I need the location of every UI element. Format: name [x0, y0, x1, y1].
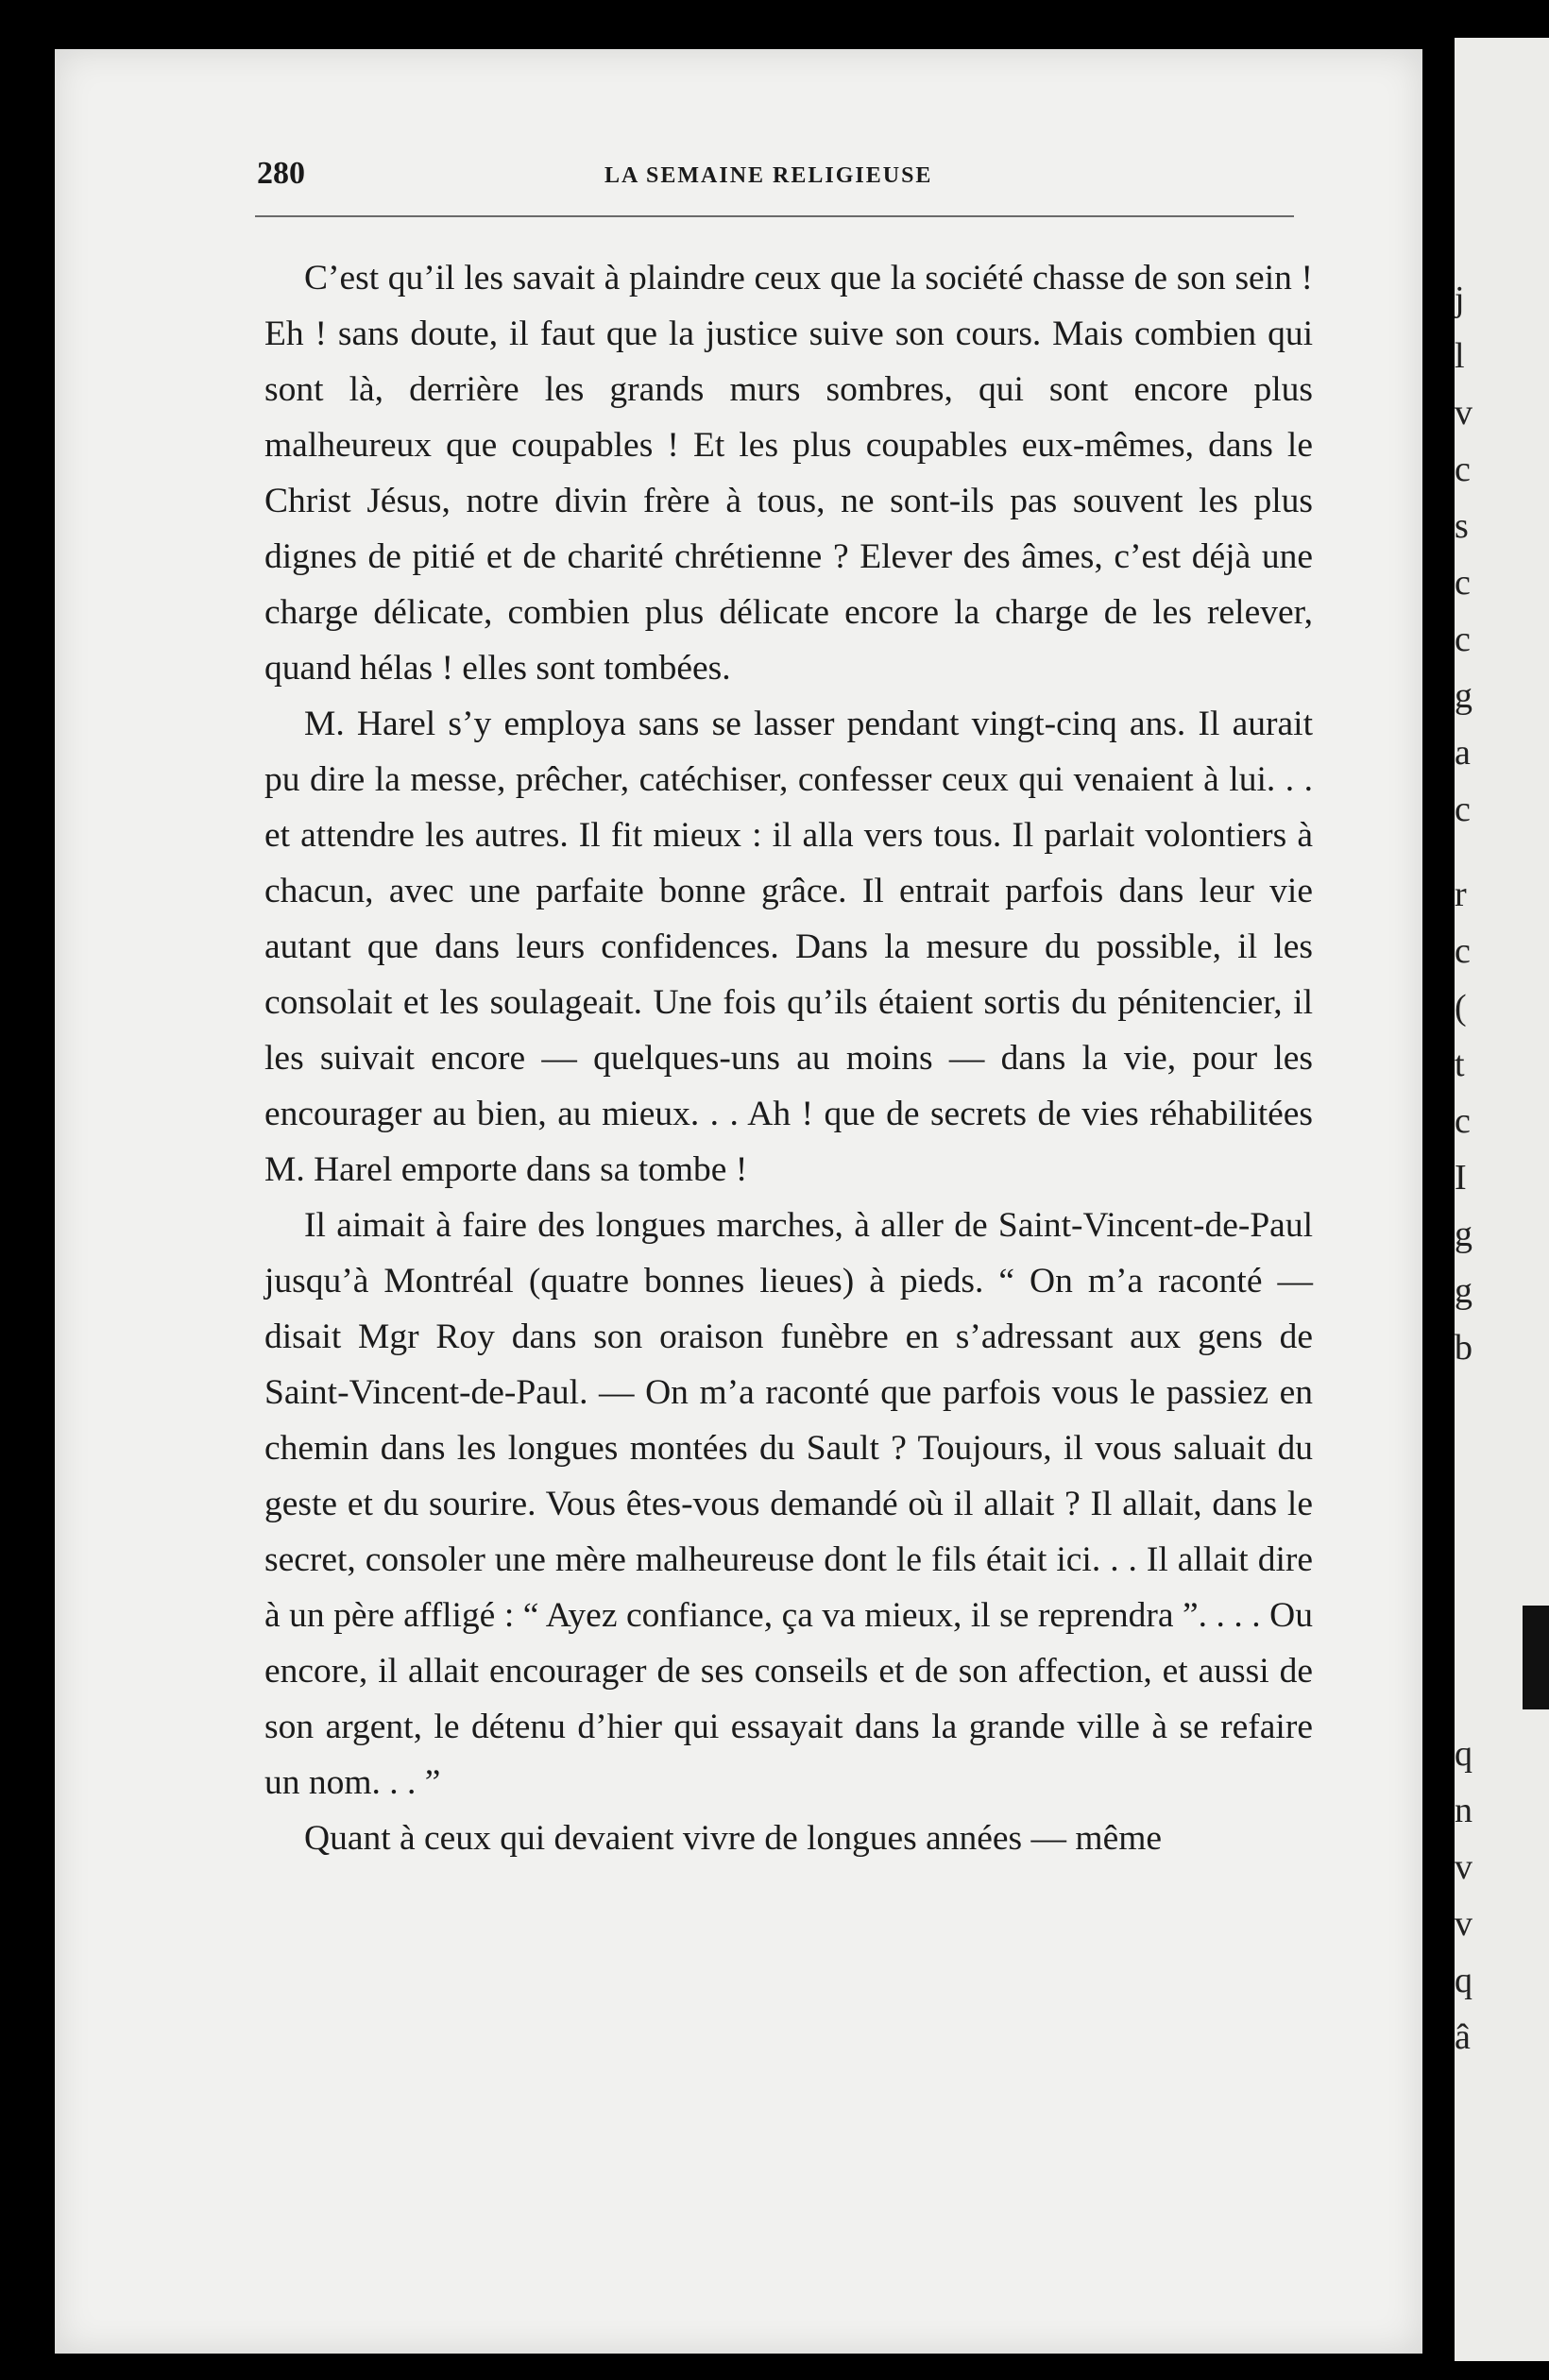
- page-number: 280: [257, 156, 305, 191]
- adjacent-page-fragment: t: [1455, 1045, 1465, 1084]
- adjacent-page-fragment: n: [1455, 1791, 1472, 1830]
- adjacent-page-fragment: q: [1455, 1734, 1472, 1774]
- adjacent-page-fragment: c: [1455, 931, 1471, 971]
- paragraph-2: M. Harel s’y employa sans se lasser pendant vingt-cinq ans. Il aurait pu dire la messe, prêcher, catéchiser, confesser ceux qui venaient à lui. . . et attendre les autres. Il fit mieux : il alla vers tous. Il parlait volontiers à chacun, avec une parfaite bonne grâce. Il entrait parfois dans leur vie autant que dans leurs confidences. Dans la mesure du possible, il les consolait et les soulageait. Une fois qu’ils étaient sortis du pénitencier, il les suivait encore — quelques-uns au moins — dans la vie, pour les encourager au bien, au mieux. . . Ah ! que de secrets de vies réhabilitées M. Harel emporte dans sa tombe !: [264, 705, 1313, 1189]
- adjacent-page-fragment: c: [1455, 620, 1471, 659]
- adjacent-page-fragment: q: [1455, 1961, 1472, 2000]
- adjacent-page-dark-mark: [1523, 1606, 1549, 1709]
- adjacent-page-fragment: v: [1455, 1904, 1472, 1944]
- adjacent-page-fragment: g: [1455, 1271, 1472, 1311]
- running-title: LA SEMAINE RELIGIEUSE: [604, 163, 933, 188]
- adjacent-page-fragment: r: [1455, 875, 1467, 914]
- adjacent-page-fragment: s: [1455, 506, 1469, 546]
- adjacent-page-edge: [1455, 38, 1549, 2361]
- adjacent-page-fragment: (: [1455, 988, 1467, 1028]
- adjacent-page-fragment: c: [1455, 450, 1471, 489]
- paragraph-4: Quant à ceux qui devaient vivre de longues années — même: [304, 1819, 1163, 1858]
- paragraph-1: C’est qu’il les savait à plaindre ceux que la société chasse de son sein ! Eh ! sans doute, il faut que la justice suive son cours. Mais combien qui sont là, derrière les grands murs sombres, qui sont encore plus malheureux que coupables ! Et les plus coupables eux-mêmes, dans le Christ Jésus, notre divin frère à tous, ne sont-ils pas souvent les plus dignes de pitié et de charité chrétienne ? Elever des âmes, c’est déjà une charge délicate, combien plus délicate encore la charge de les relever, quand hélas ! elles sont tombées.: [264, 259, 1313, 688]
- adjacent-page-fragment: l: [1455, 336, 1465, 376]
- adjacent-page-fragment: a: [1455, 733, 1471, 773]
- adjacent-page-fragment: c: [1455, 1101, 1471, 1141]
- adjacent-page-fragment: c: [1455, 790, 1471, 829]
- body-text: [264, 250, 1313, 1866]
- adjacent-page-fragment: v: [1455, 1847, 1472, 1887]
- adjacent-page-fragment: g: [1455, 676, 1472, 716]
- adjacent-page-fragment: g: [1455, 1215, 1472, 1254]
- adjacent-page-fragment: â: [1455, 2017, 1471, 2057]
- adjacent-page-fragment: b: [1455, 1328, 1472, 1368]
- adjacent-page-fragment: v: [1455, 393, 1472, 433]
- page-header: [227, 156, 1322, 203]
- adjacent-page-fragment: I: [1455, 1158, 1467, 1198]
- header-rule: [255, 215, 1294, 217]
- paragraph-3: Il aimait à faire des longues marches, à aller de Saint-Vincent-de-Paul jusqu’à Montréal (quatre bonnes lieues) à pieds. “ On m’a raconté — disait Mgr Roy dans son oraison funèbre en s’adressant aux gens de Saint-Vincent-de-Paul. — On m’a raconté que parfois vous le passiez en chemin dans les longues montées du Sault ? Toujours, il vous saluait du geste et du sourire. Vous êtes-vous demandé où il allait ? Il allait, dans le secret, consoler une mère malheureuse dont le fils était ici. . . Il allait dire à un père affligé : “ Ayez confiance, ça va mieux, il se reprendra ”. . . . Ou encore, il allait encourager de ses conseils et de son affection, et aussi de son argent, le détenu d’hier qui essayait dans la grande ville à se refaire un nom. . . ”: [264, 1206, 1313, 1802]
- adjacent-page-fragment: c: [1455, 563, 1471, 603]
- adjacent-page-fragment: j: [1455, 280, 1465, 319]
